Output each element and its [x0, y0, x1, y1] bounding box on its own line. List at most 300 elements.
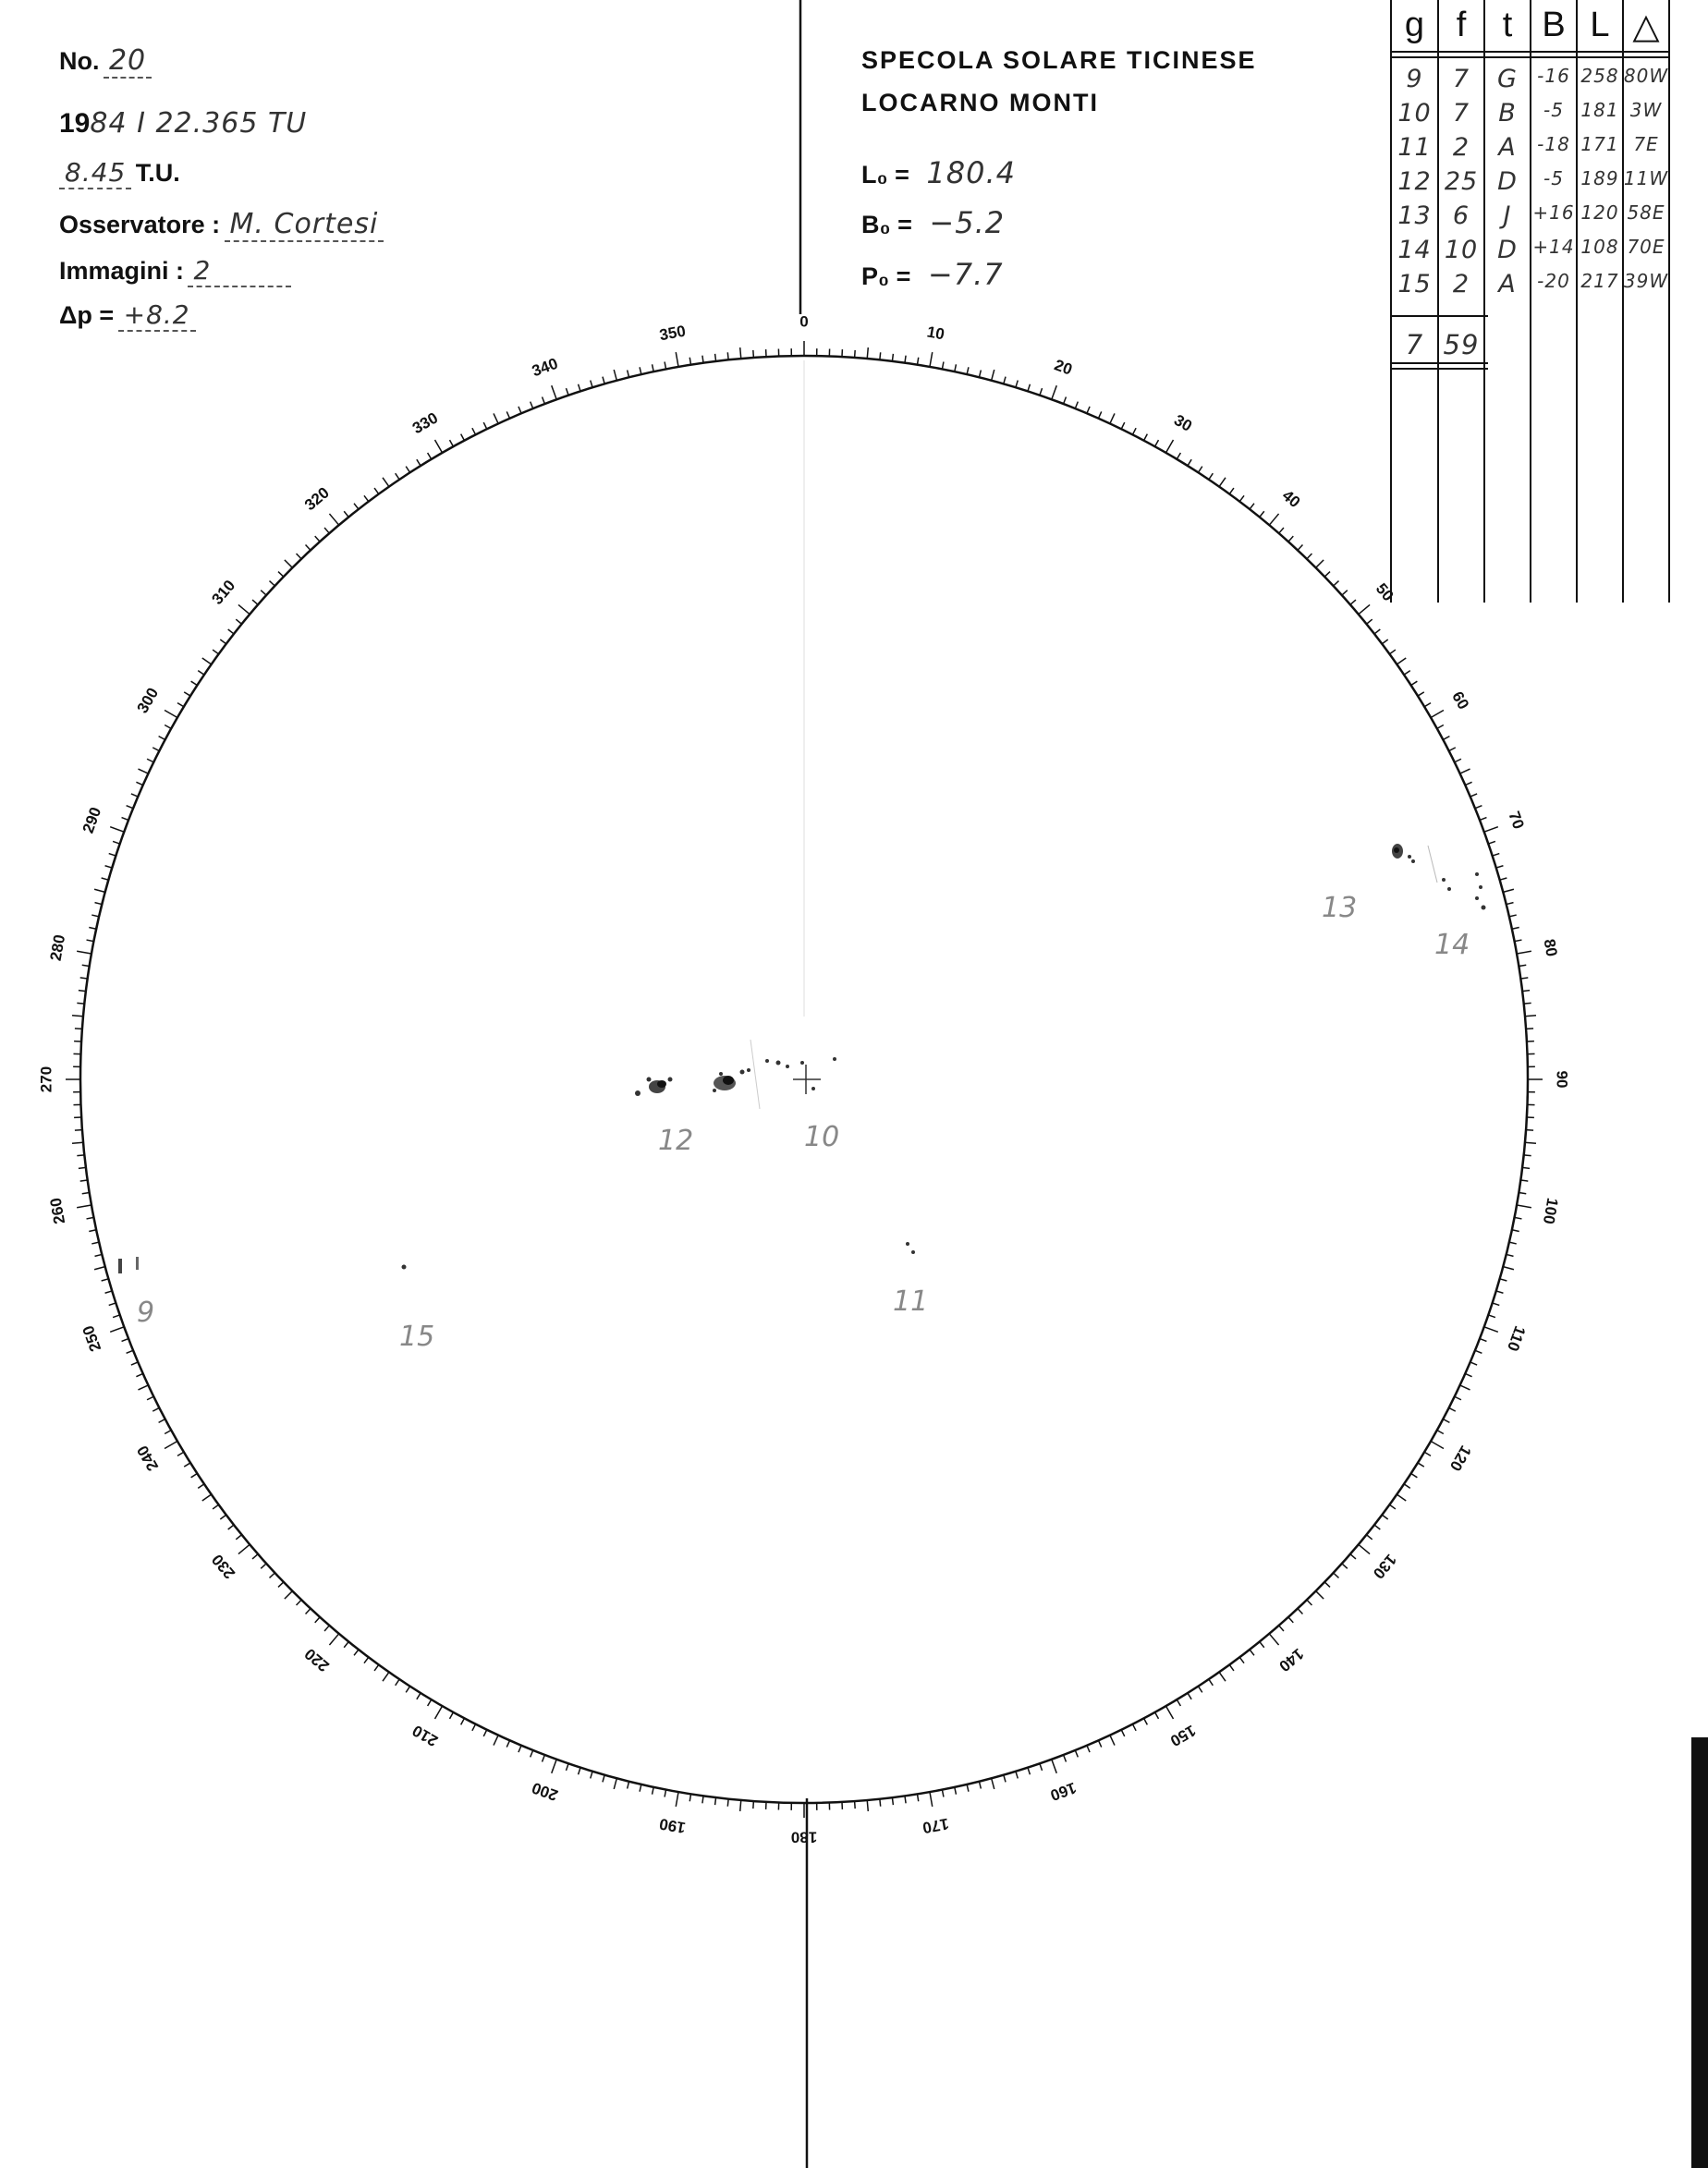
scale-tick: [1209, 473, 1213, 480]
scale-tick: [238, 1544, 250, 1553]
table-cell-t: A: [1498, 270, 1517, 298]
scale-tick: [315, 536, 320, 542]
scale-tick: [591, 381, 592, 388]
scale-tick: [880, 352, 881, 359]
scale-tick: [417, 459, 421, 466]
institution-location: LOCARNO MONTI: [861, 89, 1099, 116]
scale-label: 140: [1275, 1644, 1308, 1675]
scale-tick: [892, 1797, 893, 1805]
time-value: 8.45: [59, 157, 131, 189]
sunspot-group-9: [118, 1257, 139, 1273]
scale-tick: [992, 1778, 994, 1789]
scale-tick: [1480, 1339, 1486, 1342]
scale-tick: [1397, 658, 1406, 664]
scale-tick: [1431, 1442, 1444, 1449]
scale-tick: [285, 560, 292, 567]
scale-tick: [131, 1362, 138, 1365]
scale-tick: [1087, 407, 1090, 413]
scale-tick: [531, 1750, 533, 1757]
scale-label: 320: [300, 483, 333, 515]
scale-tick: [1064, 1755, 1067, 1761]
scale-tick: [979, 370, 981, 377]
scale-tick: [1288, 1617, 1293, 1623]
scale-tick: [102, 1279, 109, 1281]
scale-tick: [184, 692, 190, 696]
scale-tick: [1260, 511, 1264, 517]
scale-tick: [676, 1792, 678, 1807]
scale-tick: [1411, 681, 1418, 685]
scale-tick: [1484, 1327, 1498, 1332]
scale-tick: [1307, 1600, 1312, 1605]
table-cell-b: -16: [1537, 65, 1570, 87]
table-cell-b: -20: [1537, 270, 1570, 292]
scale-tick: [1437, 1431, 1444, 1434]
scale-tick: [202, 658, 212, 664]
scale-tick: [344, 1642, 348, 1648]
scale-tick: [917, 358, 918, 365]
scale-tick: [628, 1782, 629, 1789]
delta-p-label: Δp =: [59, 301, 115, 329]
scale-tick: [715, 1797, 716, 1805]
scale-tick: [753, 1801, 754, 1809]
scale-tick: [614, 370, 616, 381]
scale-tick: [109, 1303, 116, 1305]
scale-tick: [1219, 478, 1226, 487]
scale-tick: [1166, 440, 1174, 453]
table-cell-b: -5: [1543, 99, 1564, 121]
scale-tick: [955, 364, 957, 371]
scale-tick: [1004, 377, 1006, 384]
scale-tick: [127, 806, 133, 809]
scale-label: 130: [1369, 1551, 1400, 1583]
table-cell-delta: 3W: [1629, 99, 1663, 121]
scale-tick: [579, 384, 580, 392]
scale-tick: [238, 604, 250, 614]
scale-tick: [324, 528, 329, 533]
scale-tick: [136, 782, 142, 785]
group-label-11: 11: [893, 1285, 929, 1318]
table-cell-l: 189: [1580, 167, 1619, 189]
total-groups: 7: [1405, 329, 1424, 360]
scale-tick: [1279, 528, 1284, 533]
scale-tick: [1110, 413, 1115, 423]
date-value: 84 I 22.365 TU: [90, 107, 308, 140]
scale-tick: [1324, 1582, 1330, 1588]
scale-tick: [94, 903, 102, 905]
scale-tick: [1512, 928, 1519, 930]
scale-tick: [435, 440, 443, 453]
scale-tick: [867, 1800, 868, 1811]
scale-tick: [1334, 1573, 1339, 1577]
scale-tick: [75, 1130, 82, 1131]
scale-tick: [979, 1782, 981, 1789]
table-cell-t: J: [1503, 201, 1512, 230]
scale-tick: [109, 854, 116, 856]
scale-tick: [1404, 671, 1410, 675]
scale-tick: [1524, 1155, 1531, 1156]
scale-tick: [917, 1794, 918, 1801]
scale-tick: [1198, 467, 1202, 473]
scale-tick: [640, 367, 641, 374]
scale-tick: [1028, 384, 1030, 392]
scale-tick: [364, 495, 369, 501]
param-p0-value: −7.7: [927, 257, 1004, 292]
scale-tick: [228, 1525, 234, 1529]
scale-tick: [1016, 381, 1018, 388]
scale-tick: [1520, 978, 1528, 979]
table-cell-g: 11: [1397, 133, 1432, 162]
scale-label: 10: [925, 323, 946, 344]
scale-tick: [1465, 782, 1471, 785]
scale-tick: [689, 1794, 690, 1801]
scale-label: 90: [1553, 1070, 1571, 1089]
scale-tick: [79, 991, 86, 992]
param-l0-label: L₀ =: [861, 161, 909, 189]
scale-label: 290: [79, 804, 105, 836]
table-cell-l: 171: [1580, 133, 1619, 155]
scale-label: 260: [46, 1196, 69, 1226]
scale-tick: [676, 352, 678, 367]
scale-tick: [1132, 1724, 1136, 1731]
scale-tick: [1484, 827, 1498, 832]
scale-tick: [396, 1679, 399, 1686]
scale-label: 220: [300, 1644, 333, 1675]
scale-tick: [1519, 1192, 1526, 1193]
scale-tick: [1524, 1003, 1531, 1004]
scale-tick: [329, 1634, 338, 1645]
table-cell-t: D: [1497, 236, 1518, 264]
scale-tick: [1455, 759, 1461, 762]
scale-tick: [1087, 1746, 1090, 1752]
table-cell-delta: 11W: [1623, 167, 1669, 189]
scale-tick: [269, 1573, 274, 1577]
observer-value: M. Cortesi: [225, 208, 384, 242]
group-label-13: 13: [1322, 892, 1358, 924]
scale-tick: [614, 1778, 616, 1789]
scale-label: 250: [79, 1322, 105, 1355]
scale-tick: [727, 352, 728, 359]
scale-tick: [1522, 991, 1530, 992]
scale-tick: [1443, 1419, 1449, 1423]
scale-tick: [1359, 604, 1370, 614]
scale-tick: [315, 1617, 320, 1623]
scale-tick: [1437, 725, 1444, 729]
table-cell-t: A: [1498, 133, 1517, 162]
scale-label: 340: [529, 354, 561, 381]
scale-label: 230: [208, 1551, 239, 1583]
scale-tick: [285, 1591, 292, 1599]
scale-tick: [472, 428, 476, 434]
scale-tick: [930, 352, 933, 367]
scale-tick: [855, 350, 856, 358]
param-b0-label: B₀ =: [861, 211, 912, 238]
table-cell-f: 10: [1444, 236, 1479, 264]
scale-tick: [113, 1315, 120, 1318]
scale-tick: [483, 422, 487, 429]
scale-tick: [138, 769, 148, 773]
scale-tick: [905, 1796, 906, 1803]
scale-tick: [942, 362, 944, 370]
scale-label: 20: [1052, 356, 1075, 379]
observer-label: Osservatore :: [59, 211, 221, 238]
table-cell-delta: 80W: [1623, 65, 1669, 87]
table-cell-f: 25: [1444, 167, 1479, 196]
group-label-15: 15: [399, 1321, 435, 1353]
scale-tick: [1455, 1396, 1461, 1400]
scale-tick: [406, 1687, 409, 1693]
scale-tick: [1367, 619, 1372, 624]
table-header-f: f: [1456, 6, 1467, 44]
scale-tick: [165, 725, 171, 729]
scale-tick: [628, 370, 629, 377]
scale-tick: [1515, 940, 1522, 942]
scale-label: 100: [1539, 1196, 1562, 1226]
table-cell-b: +14: [1532, 236, 1575, 258]
scale-tick: [354, 1650, 359, 1655]
scale-tick: [702, 1796, 703, 1803]
images-value: 2: [188, 255, 291, 287]
scale-tick: [252, 600, 258, 604]
scale-tick: [252, 1554, 258, 1559]
scale-tick: [113, 841, 120, 844]
scale-tick: [1316, 560, 1324, 567]
scale-tick: [105, 866, 113, 868]
scale-tick: [306, 1609, 311, 1614]
scale-tick: [213, 1504, 218, 1509]
scale-tick: [261, 1564, 266, 1568]
scale-tick: [1250, 504, 1254, 509]
scale-tick: [105, 1291, 113, 1293]
scale-tick: [177, 703, 184, 707]
table-cell-f: 7: [1452, 99, 1470, 128]
scale-tick: [1488, 1315, 1495, 1318]
scale-tick: [1509, 1242, 1517, 1244]
scale-tick: [152, 748, 159, 751]
scale-tick: [653, 1787, 654, 1795]
scale-tick: [483, 1730, 487, 1736]
scale-tick: [80, 1180, 88, 1181]
scale-tick: [1389, 1504, 1395, 1509]
scale-tick: [428, 1699, 432, 1706]
form-number-value: 20: [104, 44, 152, 79]
scale-tick: [1525, 1142, 1536, 1143]
scale-tick: [1507, 1254, 1514, 1256]
scale-tick: [364, 1657, 369, 1663]
scale-label: 270: [37, 1066, 55, 1093]
scale-tick: [89, 1230, 96, 1232]
scale-label: 350: [657, 322, 688, 345]
scale-tick: [1229, 488, 1234, 493]
table-header-b: B: [1542, 6, 1566, 44]
scale-tick: [77, 1003, 84, 1004]
scale-tick: [1517, 951, 1531, 954]
scale-tick: [640, 1784, 641, 1792]
year-prefix: 19: [59, 108, 91, 139]
scale-tick: [1229, 1664, 1234, 1670]
scale-tick: [122, 1339, 128, 1342]
scale-tick: [1503, 889, 1514, 892]
scale-tick: [1431, 711, 1444, 718]
scale-tick: [892, 354, 893, 361]
scale-tick: [417, 1693, 421, 1699]
scale-tick: [506, 411, 509, 418]
scale-tick: [1098, 1740, 1101, 1747]
scale-tick: [396, 473, 399, 480]
scale-label: 40: [1278, 486, 1304, 512]
scale-tick: [435, 1706, 443, 1719]
table-cell-b: +16: [1532, 201, 1575, 224]
scale-tick: [702, 356, 703, 363]
images-label: Immagini :: [59, 257, 185, 285]
scale-label: 200: [529, 1778, 561, 1805]
scale-tick: [87, 940, 94, 942]
scale-tick: [236, 619, 241, 624]
scale-tick: [880, 1799, 881, 1807]
scale-label: 160: [1047, 1778, 1080, 1805]
scale-tick: [1475, 806, 1482, 809]
scale-tick: [1443, 737, 1449, 740]
scale-tick: [1110, 1736, 1115, 1746]
scale-tick: [552, 1760, 556, 1773]
scale-tick: [1260, 1642, 1264, 1648]
scale-tick: [1517, 1205, 1531, 1208]
scale-tick: [1188, 459, 1191, 466]
scale-tick: [1098, 411, 1101, 418]
scale-tick: [191, 1473, 198, 1477]
scale-tick: [1488, 841, 1495, 844]
delta-p-value: +8.2: [118, 299, 196, 332]
param-l0-value: 180.4: [926, 155, 1016, 190]
table-cell-t: D: [1497, 167, 1518, 196]
table-cell-g: 10: [1397, 99, 1432, 128]
scale-tick: [867, 347, 868, 359]
scale-tick: [1367, 1535, 1372, 1540]
scale-tick: [1121, 422, 1125, 429]
scale-tick: [1520, 1180, 1528, 1181]
scale-tick: [344, 511, 348, 517]
scale-tick: [1525, 1016, 1536, 1017]
table-cell-g: 9: [1406, 65, 1423, 93]
scale-tick: [715, 354, 716, 361]
sunspot-group-15: [402, 1265, 407, 1270]
scale-tick: [1493, 854, 1500, 856]
scale-tick: [94, 1254, 102, 1256]
table-header-delta: △: [1632, 7, 1660, 46]
scale-tick: [220, 1515, 226, 1519]
scale-tick: [531, 402, 533, 408]
sunspot-group-11: [906, 1242, 915, 1254]
scale-tick: [1052, 1760, 1056, 1773]
scale-tick: [136, 1373, 142, 1376]
scale-tick: [1404, 1484, 1410, 1488]
scale-tick: [77, 1155, 84, 1156]
scale-tick: [1424, 1452, 1431, 1455]
scale-tick: [665, 362, 666, 370]
scale-tick: [591, 1772, 592, 1779]
scale-tick: [329, 514, 338, 525]
scale-tick: [80, 978, 88, 979]
scale-tick: [1500, 878, 1507, 880]
scale-tick: [306, 544, 311, 550]
sunspot-group-14: [1428, 846, 1486, 910]
scale-tick: [77, 1205, 92, 1208]
scale-label: 310: [208, 576, 239, 608]
disk-center-cross: [793, 1065, 821, 1094]
scale-tick: [1460, 769, 1470, 773]
scale-tick: [461, 1718, 465, 1724]
scale-tick: [1374, 629, 1380, 634]
scale-tick: [1219, 1672, 1226, 1681]
scale-label: 70: [1505, 809, 1528, 832]
scale-tick: [1288, 536, 1293, 542]
scale-tick: [740, 1800, 741, 1811]
scale-tick: [494, 1736, 498, 1746]
param-p0-label: P₀ =: [861, 262, 911, 290]
table-cell-g: 15: [1397, 270, 1432, 298]
scale-tick: [1188, 1693, 1191, 1699]
scale-tick: [1334, 581, 1339, 586]
scale-tick: [1269, 1634, 1278, 1645]
scale-tick: [1515, 1217, 1522, 1219]
table-cell-b: -18: [1537, 133, 1570, 155]
scale-label: 180: [790, 1828, 818, 1846]
scale-tick: [1507, 903, 1514, 905]
scale-tick: [1470, 1362, 1477, 1365]
scale-tick: [1198, 1687, 1202, 1693]
scale-tick: [198, 1484, 204, 1488]
scale-tick: [165, 1431, 171, 1434]
scale-tick: [1016, 1772, 1018, 1779]
scale-tick: [1418, 1463, 1424, 1467]
scale-tick: [450, 1712, 454, 1719]
scale-tick: [1324, 572, 1330, 578]
scale-tick: [94, 889, 105, 892]
scale-tick: [131, 794, 138, 797]
scale-tick: [603, 1775, 604, 1783]
scale-label: 150: [1166, 1721, 1200, 1750]
scale-tick: [228, 629, 234, 634]
scale-tick: [261, 591, 266, 595]
scale-tick: [461, 434, 465, 441]
group-label-14: 14: [1434, 929, 1470, 961]
scale-tick: [152, 1407, 159, 1411]
scale-tick: [727, 1799, 728, 1807]
scale-tick: [159, 1419, 165, 1423]
scale-tick: [1496, 1291, 1504, 1293]
scale-label: 240: [133, 1442, 163, 1475]
scale-tick: [72, 1016, 83, 1017]
scale-tick: [147, 1396, 153, 1400]
scale-tick: [992, 370, 994, 381]
scale-tick: [1389, 650, 1395, 654]
scale-tick: [1342, 1564, 1348, 1568]
scale-tick: [472, 1724, 476, 1731]
scale-tick: [543, 1755, 545, 1761]
scale-tick: [1239, 1657, 1244, 1663]
group-label-9: 9: [137, 1297, 155, 1329]
scale-tick: [653, 364, 654, 371]
total-spots: 59: [1443, 329, 1480, 360]
table-cell-g: 14: [1397, 236, 1432, 264]
scale-tick: [1496, 866, 1504, 868]
scale-tick: [1519, 965, 1526, 966]
scale-tick: [127, 1350, 133, 1353]
scale-label: 330: [409, 408, 442, 438]
scale-tick: [1470, 794, 1477, 797]
scale-tick: [1342, 591, 1348, 595]
scale-tick: [1526, 1130, 1533, 1131]
table-header-g: g: [1404, 6, 1425, 44]
